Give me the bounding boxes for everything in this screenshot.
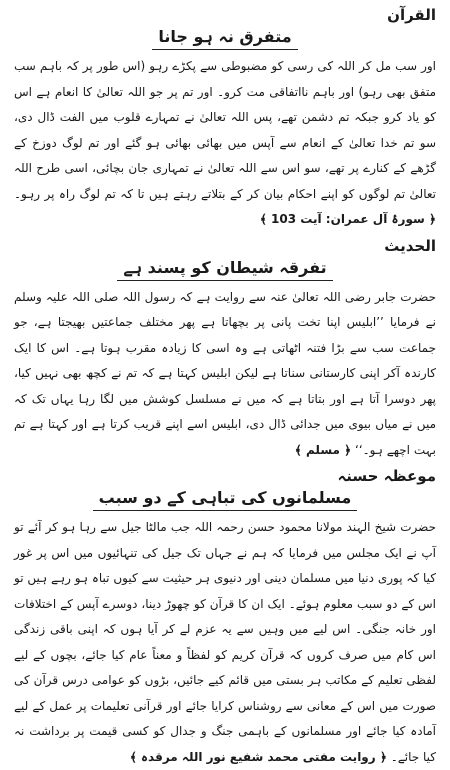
hadith-paragraph (14, 285, 436, 464)
heading-hadith (14, 257, 436, 281)
section-label-quran: القرآن (387, 6, 436, 24)
hadith-paragraph-text: حضرت جابر رضی اللہ تعالیٰ عنہ سے روایت ہے کہ رسول اللہ صلی اللہ علیہ وسلم نے فرمایا ’’ابلیس اپنا تخت پانی پر بچھاتا ہے پھر مختلف جماعتیں بھیجتا ہے، جو جماعت سب سے بڑا فتنہ اٹھاتی ہے وہ اسی کا زیادہ مقرب ہوتا ہے۔ اس کا ایک کارندہ آکر اپنی کارستانی سناتا ہے لیکن ابلیس کہتا ہے کہ تم نے کچھ بھی نہیں کیا، پھر دوسرا آتا ہے اور بتاتا ہے کہ میں نے مسلسل کوشش میں لگا رہا یہاں تک کہ میں نے میاں بیوی میں جدائی ڈال دی، ابلیس اسے اپنے قریب کرتا ہے اور کہتا ہے تم بہت اچھے ہو۔‘‘ (14, 289, 436, 457)
quran-reference: ﴿ سورۂ آل عمران: آیت 103 ﴾ (259, 212, 436, 226)
section-label-maueza: موعظہ حسنہ (337, 467, 436, 485)
maueza-paragraph-text: حضرت شیخ الہند مولانا محمود حسن رحمہ اللہ جب مالٹا جیل سے رہا ہو کر آئے تو آپ نے ایک مجلس میں فرمایا کہ ہم نے جہاں تک جیل کی تنہائیوں میں اس پر غور کیا کہ پوری دنیا میں مسلمان دینی اور دنیوی ہر حیثیت سے کیوں تباہ ہو رہے ہیں تو اس کے دو سبب معلوم ہوئے۔ ایک ان کا قرآن کو چھوڑ دینا، دوسرے آپس کے اختلافات اور خانہ جنگی۔ اس لیے میں وہیں سے یہ عزم لے کر آیا ہوں کہ اپنی باقی زندگی اس کام میں صرف کروں کہ قرآن کریم کو لفظاً و معناً عام کیا جائے، بچوں کے لیے لفظی تعلیم کے مکاتب ہر بستی میں قائم کیے جائیں، بڑوں کو عوامی درس قرآن کی صورت میں اس کے معانی سے روشناس کرایا جائے اور قرآنی تعلیمات پر عمل کے لیے آمادہ کیا جائے اور مسلمانوں کے باہمی جنگ و جدال کو کسی قیمت پر برداشت نہ کیا جائے۔ (14, 520, 436, 764)
hadith-reference: ﴿ مسلم ﴾ (294, 442, 352, 457)
maueza-paragraph (14, 515, 436, 770)
heading-maueza-text: مسلمانوں کی تباہی کے دو سبب (93, 487, 358, 511)
heading-quran-text: متفرق نہ ہو جانا (152, 26, 297, 50)
quran-paragraph-text: اور سب مل کر اللہ کی رسی کو مضبوطی سے پکڑے رہو (اس طور پر کہ باہم سب متفق بھی رہو) اور باہم نااتفاقی مت کرو۔ اور تم پر جو اللہ تعالیٰ کا انعام ہے اس کو یاد کرو جبکہ تم دشمن تھے، پس اللہ تعالیٰ نے تمہارے قلوب میں الفت ڈال دی، سو تم خدا تعالیٰ کے انعام سے آپس میں بھائی بھائی ہو گئے اور تم لوگ دوزخ کے گڑھے کے کنارے پر تھے، سو اس سے اللہ تعالیٰ نے تمہاری جان بچائی، اسی طرح اللہ تعالیٰ تم لوگوں کو اپنے احکام بیان کر کے بتلاتے رہتے ہیں تا کہ تم لوگ راہ پر رہو۔ (14, 59, 436, 201)
heading-maueza (14, 487, 436, 511)
heading-hadith-text: تفرقہ شیطان کو پسند ہے (117, 257, 332, 281)
maueza-reference: ﴿ روایت مفتی محمد شفیع نور اللہ مرقدہ ﴾ (129, 749, 387, 764)
heading-quran (14, 26, 436, 50)
section-label-hadith: الحدیث (384, 236, 436, 255)
quran-paragraph (14, 54, 436, 233)
